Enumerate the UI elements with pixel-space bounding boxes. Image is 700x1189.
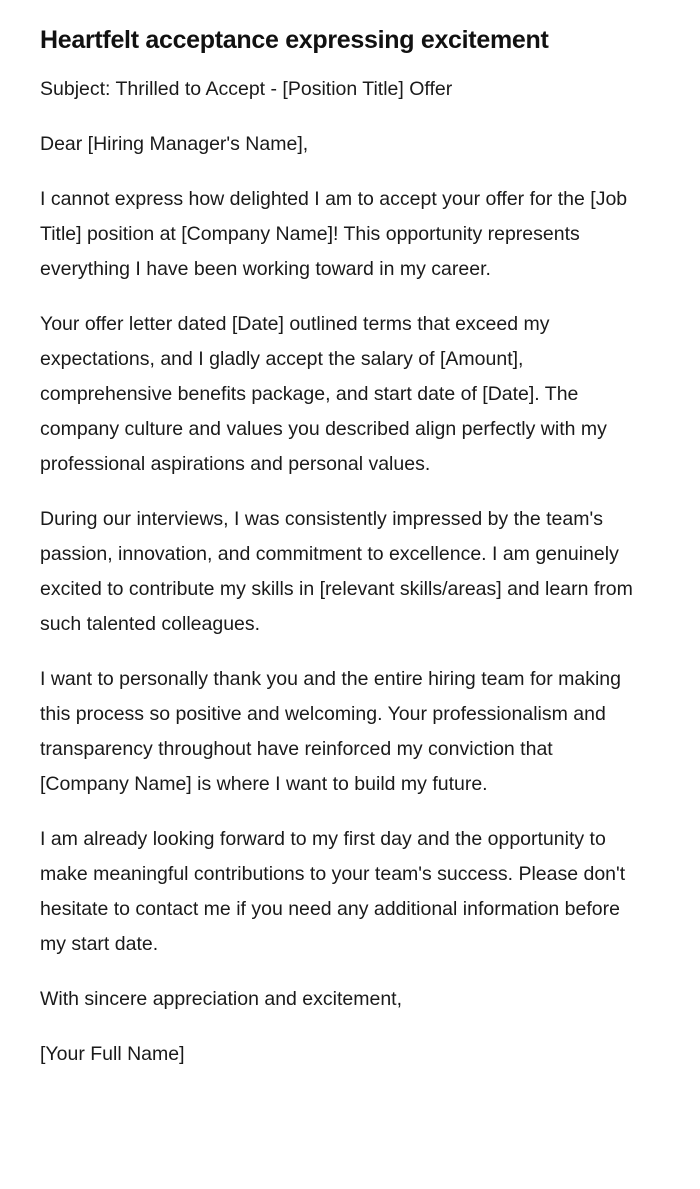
signature: [Your Full Name] bbox=[40, 1043, 185, 1065]
body-paragraph-5: I am already looking forward to my first day and the opportunity to make meaningful contributions to your team's success. Please don't hesitate to contact me if you need any additional information before my start date. bbox=[40, 828, 626, 955]
closing-line: With sincere appreciation and excitement, bbox=[40, 988, 403, 1010]
body-paragraph-2: Your offer letter dated [Date] outlined terms that exceed my expectations, and I gladly accept the salary of [Amount], comprehensive benefits package, and start date of [Date]. The company culture and values you described align perfectly with my professional aspirations and personal values. bbox=[40, 313, 607, 475]
body-paragraph-3: During our interviews, I was consistently impressed by the team's passion, innovation, and commitment to excellence. I am genuinely excited to contribute my skills in [relevant skills/areas] and learn from such talented colleagues. bbox=[40, 508, 633, 635]
body-paragraph-4: I want to personally thank you and the entire hiring team for making this process so positive and welcoming. Your professionalism and transparency throughout have reinforced my conviction that [Company Name] is where I want to build my future. bbox=[40, 668, 621, 795]
body-paragraph-1: I cannot express how delighted I am to accept your offer for the [Job Title] position at [Company Name]! This opportunity represents everything I have been working toward in my career. bbox=[40, 188, 628, 280]
page-title: Heartfelt acceptance expressing excitement bbox=[40, 26, 549, 54]
subject-line: Subject: Thrilled to Accept - [Position Title] Offer bbox=[40, 78, 453, 100]
salutation: Dear [Hiring Manager's Name], bbox=[40, 133, 309, 155]
